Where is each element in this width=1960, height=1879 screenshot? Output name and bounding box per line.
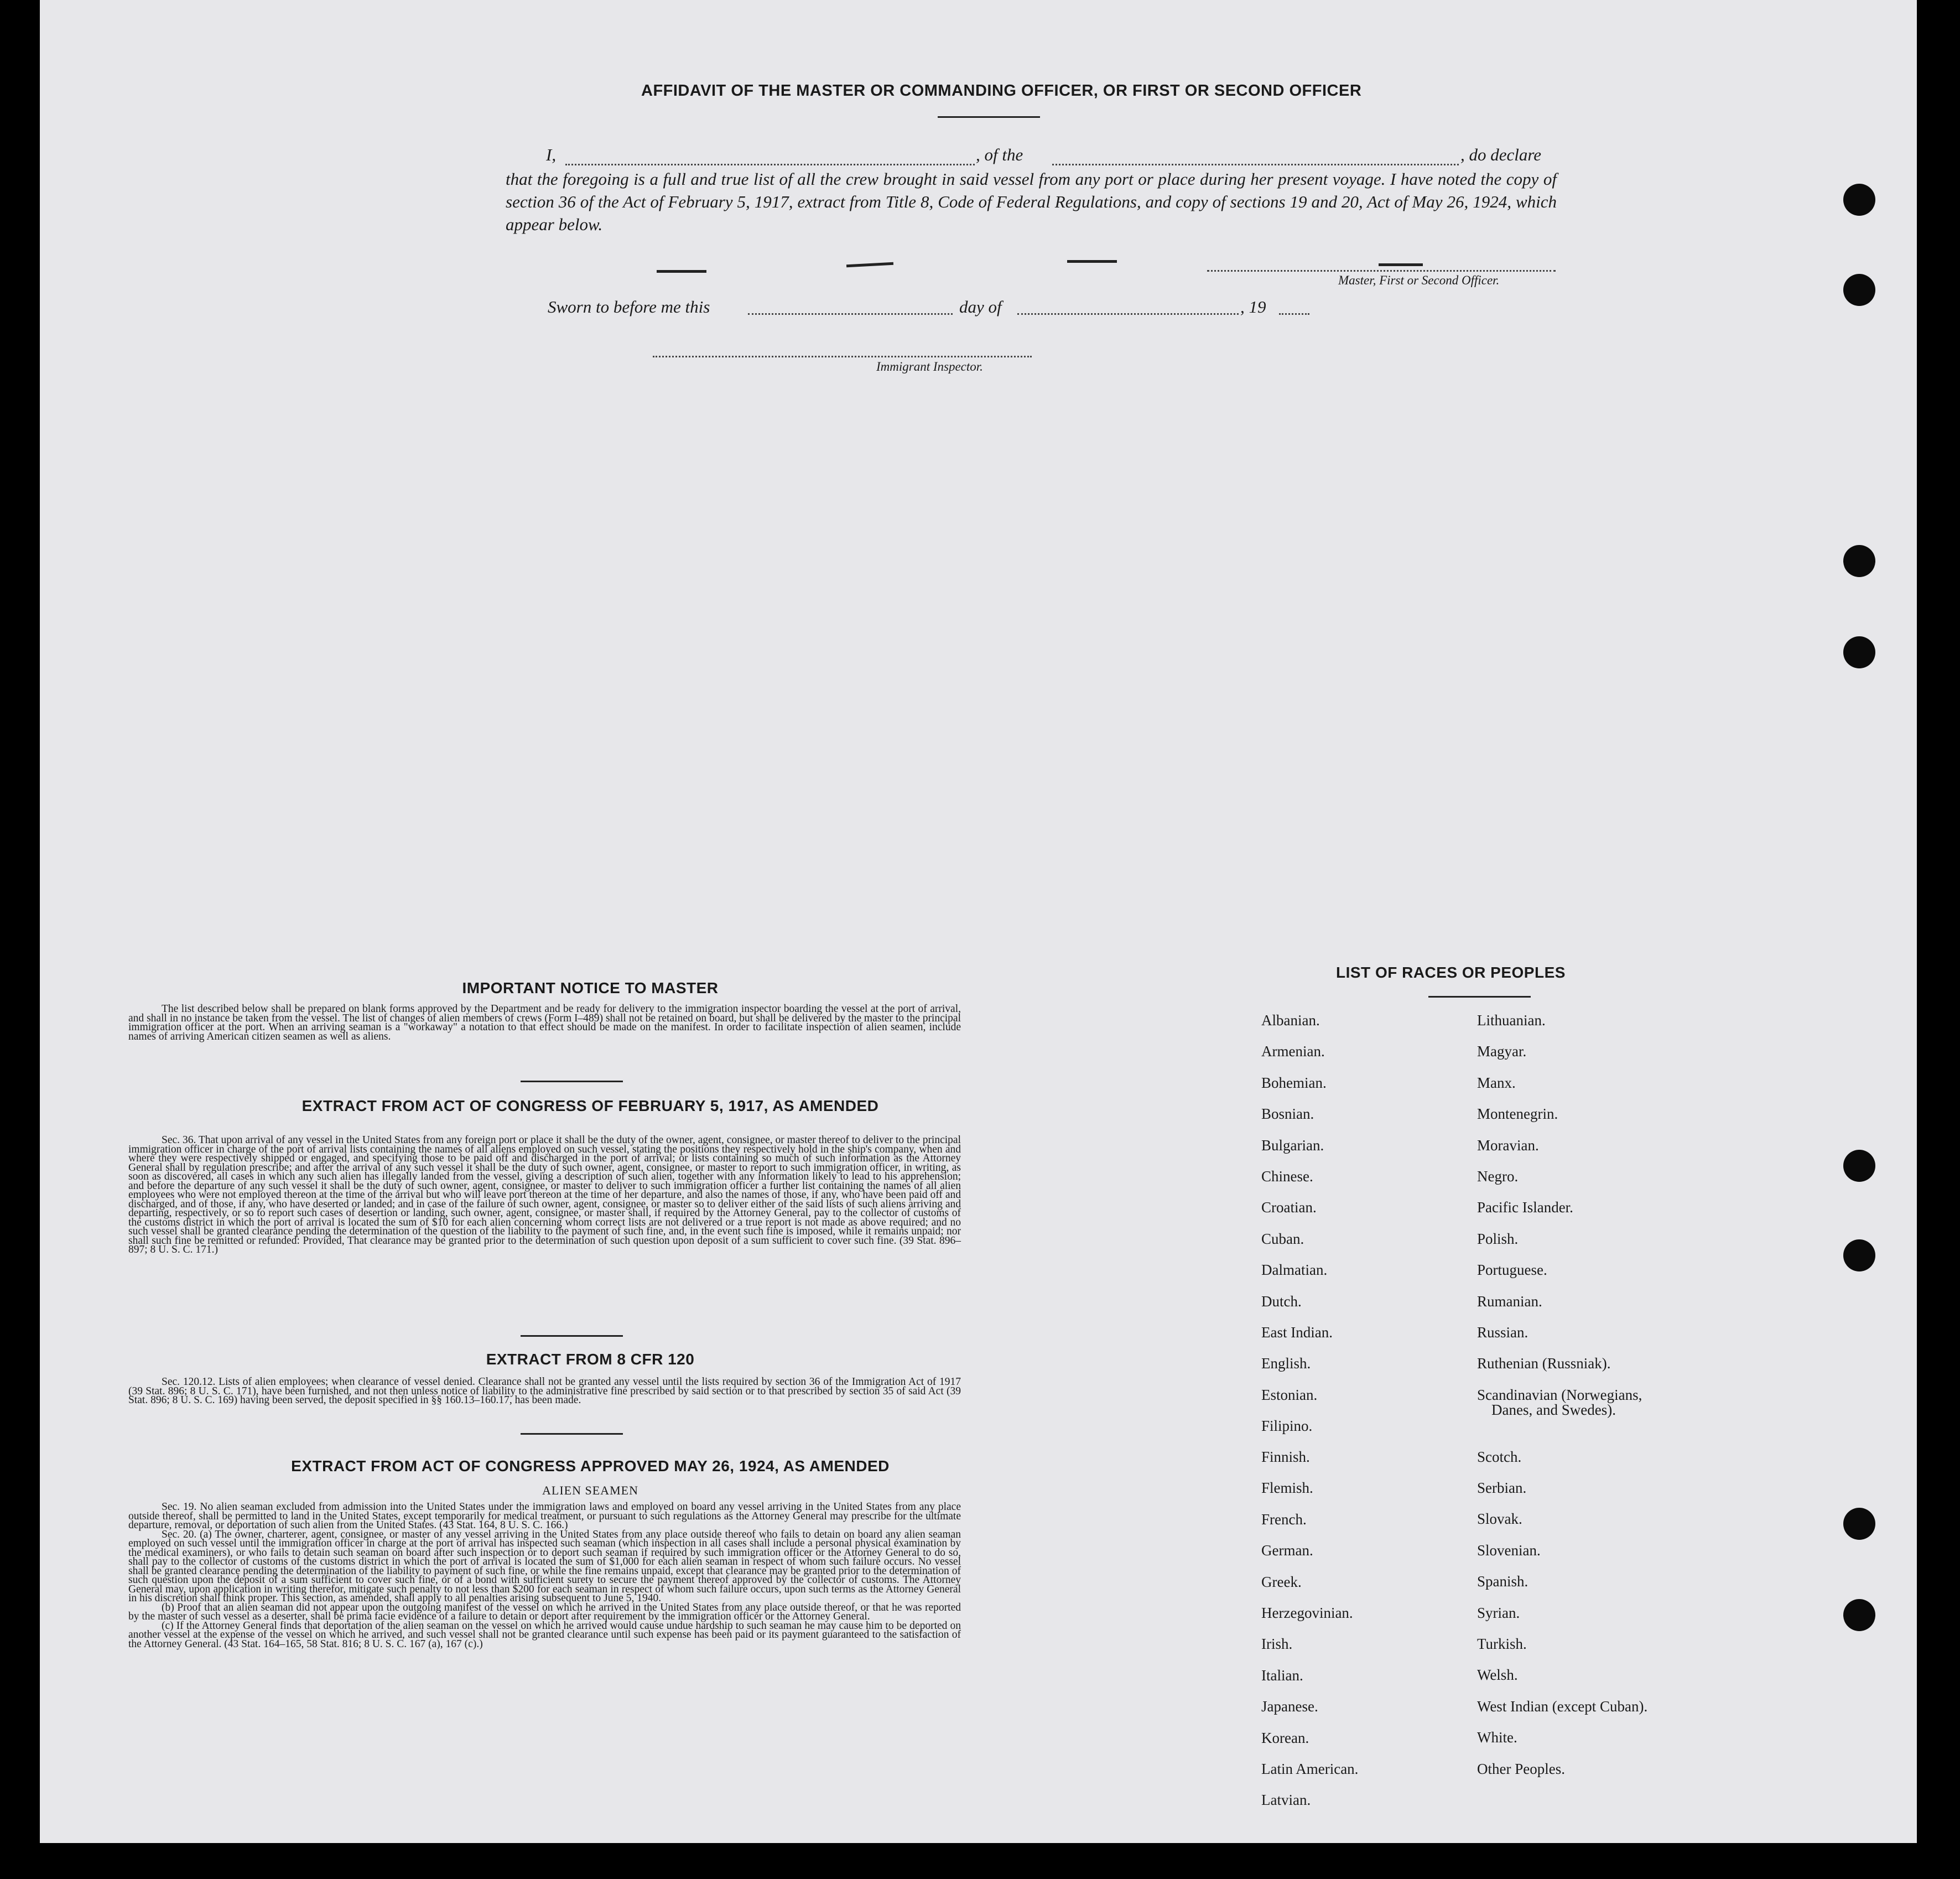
vessel-name-field[interactable] [1052, 164, 1459, 165]
extract-1917-text [128, 1136, 961, 1255]
race-entry: Scotch. [1477, 1448, 1522, 1465]
punch-hole [1843, 545, 1875, 577]
sworn-month-field[interactable] [1017, 313, 1239, 315]
ink-mark [657, 270, 706, 273]
race-entry: Dutch. [1261, 1293, 1302, 1310]
document-page [40, 0, 1917, 1843]
inspector-label: Immigrant Inspector. [876, 360, 983, 373]
year-label: , 19 [1240, 297, 1266, 316]
affidavit-declare-label: , do declare [1460, 145, 1542, 164]
race-entry: French. [1261, 1511, 1307, 1528]
master-signature-line[interactable] [1207, 270, 1556, 272]
race-entry: Greek. [1261, 1573, 1302, 1590]
race-entry: Slovak. [1477, 1511, 1522, 1528]
race-entry: Croatian. [1261, 1199, 1317, 1216]
race-entry: Slovenian. [1477, 1541, 1541, 1559]
race-entry: Polish. [1477, 1230, 1519, 1247]
ink-mark [1067, 260, 1117, 263]
punch-hole [1843, 1508, 1875, 1540]
races-column-1 [1261, 1005, 1358, 1816]
race-entry: Latin American. [1261, 1760, 1359, 1777]
punch-hole [1843, 1599, 1875, 1631]
section-36-paragraph: Sec. 36. That upon arrival of any vessel in the United States from any foreign port or place it shall be the duty of the owner, agent, consignee, or master thereof to deliver to the principal immigration officer in charge of the port of arrival lists containing the names of all aliens employed on such vessel, stating the positions they respectively hold in the ship's company, when and where they were respectively shipped or engaged, and specifying those to be paid off and discharged in the port of arrival; or lists containing so much of such information as the Attorney General shall by regulation prescribe; and after the arrival of any such vessel it shall be the duty of such owner, agent, consignee, or master to report to such immigration officer, in writing, as soon as discovered, all cases in which any such alien has illegally landed from the vessel, giving a description of such alien, together with any information likely to lead to his apprehension; and before the departure of any such vessel it shall be the duty of such owner, agent, consignee, or master to deliver to such immigration officer a further list containing the names of all alien employees who were not employed thereon at the time of the arrival but who will leave port thereon at the time of her departure, and also the names of those, if any, who have been paid off and discharged, and of those, if any, who have deserted or landed; and in case of the failure of such owner, agent, consignee, or master so to deliver either of the said lists of such aliens arriving and departing, respectively, or so to report such cases of desertion or landing, such owner, agent, consignee, or master shall, if required by the Attorney General, pay to the collector of customs of the customs district in which the port of arrival is located the sum of $10 for each alien concerning whom correct lists are not delivered or a true report is not made as above required; and no such vessel shall be granted clearance pending the determination of the question of the liability to the payment of such fine, and, in the event such fine is imposed, while it remains unpaid; nor shall such fine be remitted or refunded: Provided, That clearance may be granted prior to the determination of such question upon deposit of a sum sufficient to cover such fine. (39 Stat. 896–897; 8 U. S. C. 171.) [128, 1134, 961, 1255]
divider [521, 1335, 623, 1337]
race-entry: Spanish. [1477, 1573, 1529, 1590]
master-signature-label: Master, First or Second Officer. [1338, 273, 1500, 287]
section-120-12-paragraph: Sec. 120.12. Lists of alien employees; when clearance of vessel denied. Clearance shall not be granted any vessel until the lists required by section 36 of the Immigration Act of 1917 (39 Stat. 896; 8 U. S. C. 171), have been furnished, and not then unless notice of liability to the administrative fine prescribed by said section or to that prescribed by section 35 of said Act (39 Stat. 896; 8 U. S. C. 169) having been served, the deposit specified in §§ 160.13–160.17, has been made. [128, 1376, 961, 1406]
race-entry: Latvian. [1261, 1792, 1311, 1809]
punch-hole [1843, 1150, 1875, 1182]
section-19-paragraph: Sec. 19. No alien seaman excluded from admission into the United States under the immigration laws and employed on board any vessel arriving in the United States from any place outside thereof, shall be permitted to land in the United States, except temporarily for medical treatment, or pursuant to such regulations as the Attorney General may prescribe for the ultimate departure, removal, or deportation of such alien from the United States. (43 Stat. 164, 8 U. S. C. 166.) [128, 1501, 961, 1531]
extract-1924-title: EXTRACT FROM ACT OF CONGRESS APPROVED MAY 26, 1924, AS AMENDED [291, 1457, 890, 1475]
race-entry: Lithuanian. [1477, 1012, 1546, 1029]
notice-text [128, 1005, 961, 1041]
race-entry: Irish. [1261, 1636, 1293, 1653]
inspector-signature-line[interactable] [653, 356, 1032, 357]
divider [521, 1081, 623, 1082]
alien-seamen-subtitle: ALIEN SEAMEN [542, 1483, 638, 1497]
race-entry: Filipino. [1261, 1417, 1313, 1434]
punch-hole [1843, 1239, 1875, 1271]
race-entry: Portuguese. [1477, 1262, 1547, 1279]
sworn-label: Sworn to before me this [548, 297, 710, 316]
extract-1924-text [128, 1503, 961, 1649]
affidavit-of-label: , of the [976, 145, 1023, 164]
ink-mark [846, 262, 893, 267]
race-entry: Flemish. [1261, 1480, 1313, 1497]
race-entry: Estonian. [1261, 1386, 1318, 1403]
divider [521, 1433, 623, 1435]
affidavit-title: AFFIDAVIT OF THE MASTER OR COMMANDING OFFICER, OR FIRST OR SECOND OFFICER [641, 82, 1362, 100]
punch-hole [1843, 184, 1875, 216]
punch-hole [1843, 274, 1875, 306]
extract-cfr-title: EXTRACT FROM 8 CFR 120 [486, 1351, 695, 1368]
races-title: LIST OF RACES OR PEOPLES [1336, 964, 1566, 981]
ink-mark [1379, 263, 1423, 266]
race-entry: Russian. [1477, 1323, 1529, 1341]
race-entry: Serbian. [1477, 1480, 1527, 1497]
race-entry: Rumanian. [1477, 1293, 1542, 1310]
extract-1917-title: EXTRACT FROM ACT OF CONGRESS OF FEBRUARY 5, 1917, AS AMENDED [301, 1097, 879, 1114]
race-entry: Montenegrin. [1477, 1105, 1558, 1123]
race-entry: Turkish. [1477, 1636, 1527, 1653]
race-entry: Korean. [1261, 1729, 1309, 1746]
race-entry: Negro. [1477, 1167, 1519, 1185]
race-entry: Albanian. [1261, 1012, 1320, 1029]
race-entry: Danes, and Swedes). [1491, 1401, 1616, 1418]
section-20b-paragraph: (b) Proof that an alien seaman did not appear upon the outgoing manifest of the vessel on which he arrived in the United States from any place outside thereof, or that he was reported by the master of such vessel as a deserter, shall be prima facie evidence of a failure to detain or deport after requirement by the immigration officer or the Attorney General. [128, 1601, 961, 1622]
race-entry: East Indian. [1261, 1323, 1333, 1341]
race-entry: West Indian (except Cuban). [1477, 1698, 1648, 1715]
race-entry: Japanese. [1261, 1698, 1318, 1715]
race-entry: Finnish. [1261, 1449, 1310, 1466]
races-column-2 [1477, 1005, 1647, 1784]
race-entry: Manx. [1477, 1074, 1516, 1091]
race-entry: Cuban. [1261, 1230, 1304, 1247]
sworn-year-field[interactable] [1279, 313, 1309, 315]
race-entry: Other Peoples. [1477, 1760, 1565, 1777]
race-entry: Moravian. [1477, 1136, 1539, 1154]
notice-title: IMPORTANT NOTICE TO MASTER [462, 979, 719, 996]
sworn-day-field[interactable] [748, 313, 953, 315]
race-entry: Herzegovinian. [1261, 1605, 1353, 1622]
affidavit-i-label: I, [546, 145, 557, 164]
section-20c-paragraph: (c) If the Attorney General finds that deportation of the alien seaman on the vessel on which he arrived would cause undue hardship to such seaman he may cause him to be deported on another vessel at the expense of the vessel on which he arrived, and such vessel shall not be granted clearance until such expense has been paid or its payment guaranteed to the satisfaction of the Attorney General. (43 Stat. 164–165, 58 Stat. 816; 8 U. S. C. 167 (a), 167 (c).) [128, 1620, 961, 1650]
race-entry: Chinese. [1261, 1167, 1313, 1185]
divider [1428, 996, 1531, 998]
punch-hole [1843, 636, 1875, 668]
race-entry: German. [1261, 1542, 1313, 1559]
race-entry: Magyar. [1477, 1043, 1527, 1060]
race-entry: Syrian. [1477, 1604, 1520, 1621]
race-entry: Pacific Islander. [1477, 1199, 1573, 1216]
day-of-label: day of [959, 297, 1002, 316]
notice-paragraph: The list described below shall be prepared on blank forms approved by the Department and be ready for delivery to the immigration inspector boarding the vessel at the port of arrival, and shall in no instance be taken from the vessel. The list of changes of alien members of crews (Form I–489) shall not be retained on board, but shall be delivered by the master to the principal immigration officer at the port. When an arriving seaman is a "workaway" a notation to that effect should be made on the manifest. In order to facilitate inspection of alien seamen, include names of arriving American citizen seamen as well as aliens. [128, 1003, 961, 1042]
race-entry: Ruthenian (Russniak). [1477, 1355, 1611, 1372]
race-entry: Scandinavian (Norwegians, [1477, 1386, 1642, 1403]
master-name-field[interactable] [565, 164, 975, 165]
race-entry: Bohemian. [1261, 1074, 1327, 1091]
race-entry: English. [1261, 1355, 1311, 1372]
race-entry: Italian. [1261, 1667, 1303, 1684]
race-entry: Welsh. [1477, 1667, 1518, 1684]
divider [938, 116, 1040, 118]
section-20a-paragraph: Sec. 20. (a) The owner, charterer, agent, consignee, or master of any vessel arriving in the United States from any place outside thereof who fails to detain on board any alien seaman employed on such vessel until the immigration officer in charge at the port of arrival has inspected such seaman (which inspection in all cases shall include a personal physical examination by the medical examiners), or who fails to detain such seaman on board after such inspection or to deport such seaman if required by such immigration officer or the Attorney General to do so, shall pay to the collector of customs of the customs district in which the port of arrival is located the sum of $1,000 for each alien seaman in respect of whom such failure occurs. No vessel shall be granted clearance pending the determination of the liability to payment of such fine, or while the fine remains unpaid, except that clearance may be granted prior to the determination of such question upon the deposit of a sum sufficient to cover such fine, or of a bond with sufficient surety to secure the payment thereof approved by the collector of customs. The Attorney General may, upon application in writing therefor, mitigate such penalty to not less than $200 for each seaman in respect of whom such failure occurs, upon such terms as the Attorney General in his discretion shall think proper. This section, as amended, shall apply to all penalties arising subsequent to June 5, 1940. [128, 1528, 961, 1604]
affidavit-statement: that the foregoing is a full and true list of all the crew brought in said vessel from any port or place during her present voyage. I have noted the copy of section 36 of the Act of February 5, 1917, extract from Title 8, Code of Federal Regulations, and copy of sections 19 and 20, Act of May 26, 1924, which appear below. [506, 169, 1557, 234]
race-entry: Armenian. [1261, 1043, 1325, 1060]
race-entry: White. [1477, 1729, 1517, 1746]
race-entry: Bulgarian. [1261, 1136, 1324, 1154]
race-entry: Bosnian. [1261, 1105, 1314, 1123]
extract-cfr-text [128, 1378, 961, 1405]
race-entry: Dalmatian. [1261, 1262, 1328, 1279]
